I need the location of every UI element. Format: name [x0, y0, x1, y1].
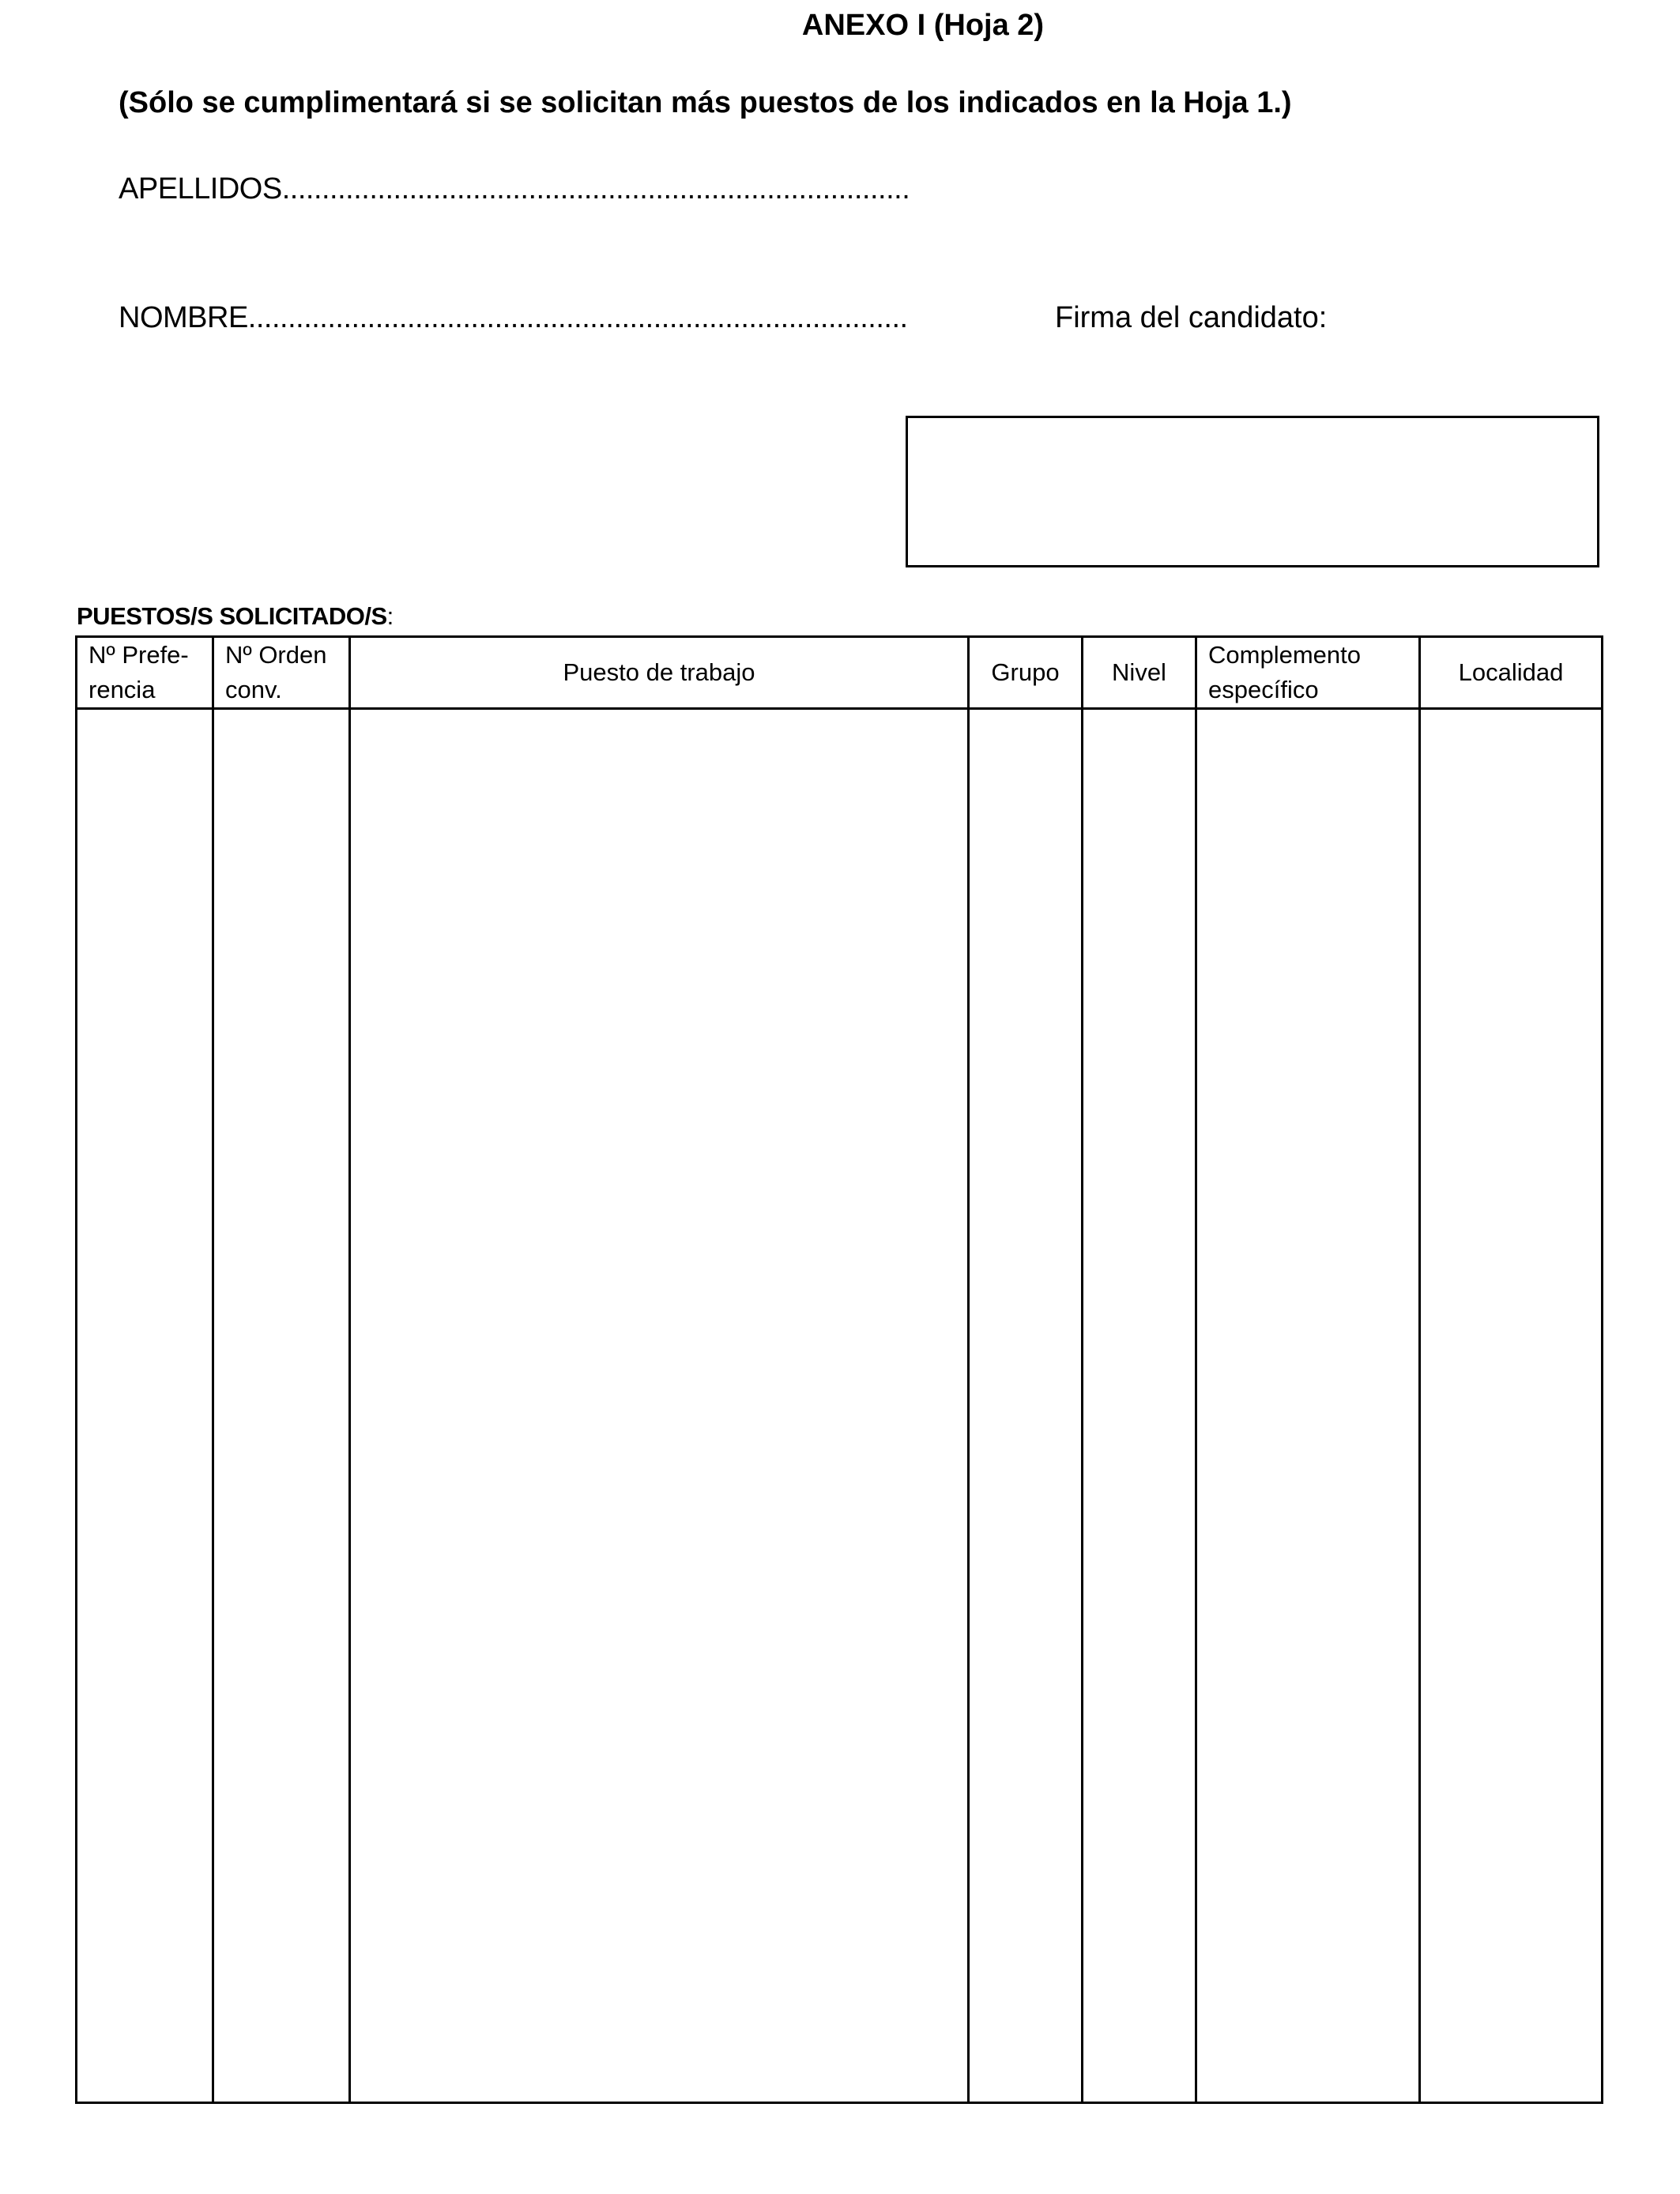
section-label — [77, 601, 394, 632]
header-localidad: Localidad — [1420, 637, 1603, 709]
cell-complemento[interactable] — [1196, 709, 1420, 2103]
signature-box[interactable] — [906, 416, 1599, 567]
header-puesto: Puesto de trabajo — [350, 637, 969, 709]
header-preferencia-line1: Nº Prefe- — [89, 641, 189, 669]
header-orden-line1: Nº Orden — [225, 641, 327, 669]
section-label-text: PUESTOS/S SOLICITADO/S — [77, 602, 387, 630]
cell-grupo[interactable] — [969, 709, 1083, 2103]
section-label-colon: : — [386, 602, 394, 630]
table-row — [77, 709, 1603, 2103]
cell-orden[interactable] — [213, 709, 350, 2103]
cell-localidad[interactable] — [1420, 709, 1603, 2103]
apellidos-field[interactable]: APELLIDOS............................................................................... — [119, 172, 910, 205]
signature-label: Firma del candidato: — [1055, 301, 1328, 334]
header-complemento-line1: Complemento — [1208, 641, 1361, 669]
header-nivel: Nivel — [1083, 637, 1196, 709]
document-title: ANEXO I (Hoja 2) — [801, 9, 1045, 42]
nombre-field[interactable]: NOMBRE................................................................................... — [119, 301, 908, 334]
header-orden-line2: conv. — [225, 676, 282, 703]
header-orden — [213, 637, 350, 709]
cell-preferencia[interactable] — [77, 709, 213, 2103]
header-preferencia-line2: rencia — [89, 676, 156, 703]
table-header-row — [77, 637, 1603, 709]
header-complemento-line2: específico — [1208, 676, 1319, 703]
cell-nivel[interactable] — [1083, 709, 1196, 2103]
header-complemento — [1196, 637, 1420, 709]
header-grupo: Grupo — [969, 637, 1083, 709]
document-subtitle: (Sólo se cumplimentará si se solicitan más puestos de los indicados en la Hoja 1.) — [119, 86, 1292, 119]
cell-puesto[interactable] — [350, 709, 969, 2103]
posts-table — [75, 635, 1603, 2104]
header-preferencia — [77, 637, 213, 709]
